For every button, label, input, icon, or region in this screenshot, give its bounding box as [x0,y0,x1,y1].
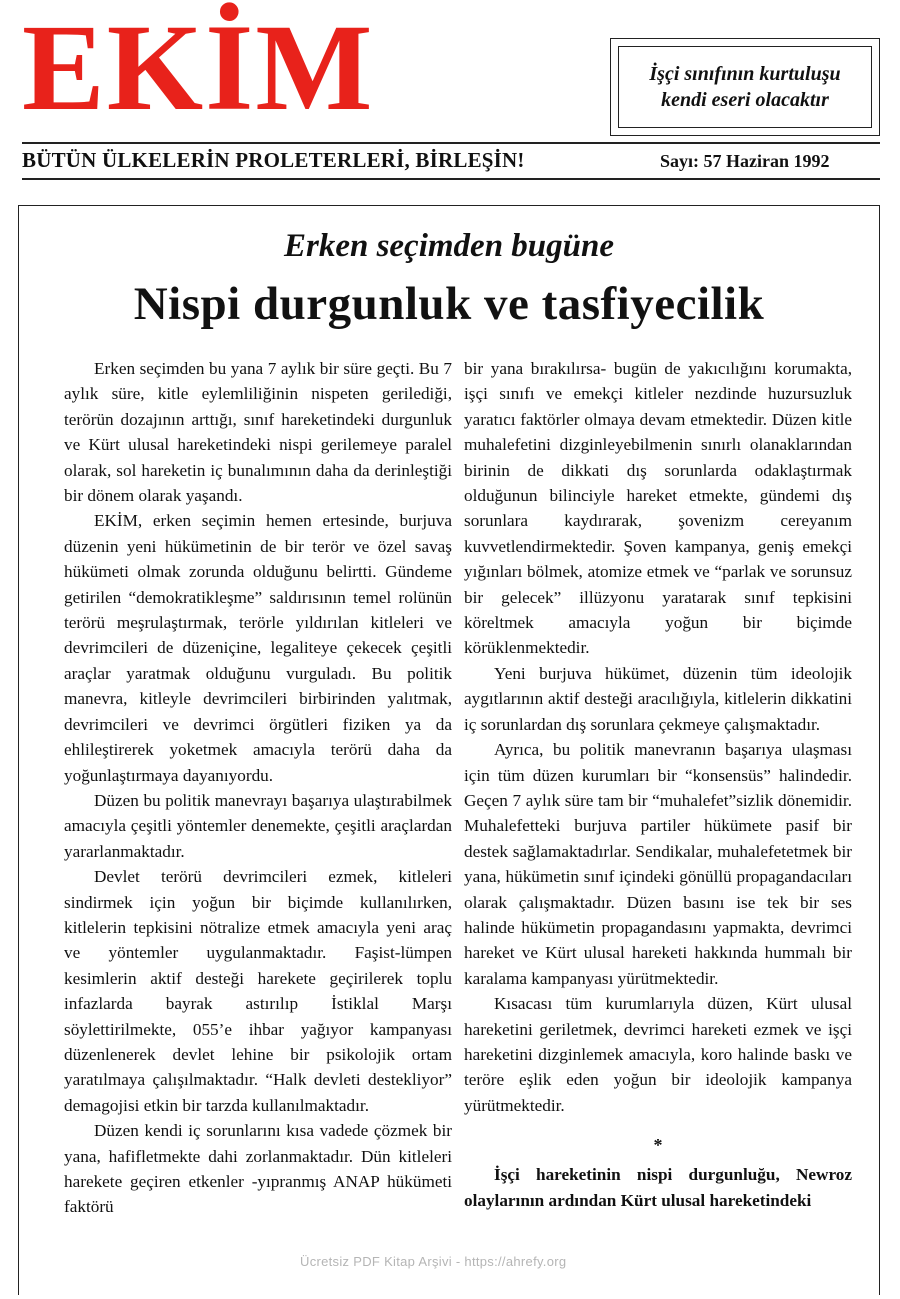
motto-line-2: kendi eseri olacaktır [661,89,829,111]
article-box [18,205,880,1295]
closing-paragraph: İşçi hareketinin nispi durgunluğu, Newroz olaylarının ardından Kürt ulusal hareketindeki [464,1165,852,1210]
column-left [64,356,452,1220]
paragraph: bir yana bırakılırsa- bugün de yakıcılığını korumakta, işçi sınıfı ve emekçi kitleler nezdinde huzursuzluk yaratıcı faktörler olmaya devam etmektedir. Düzen kitle muhalefetini dizginleyebilmenin sınırlı olanaklarından birinin de dikkati dış sorunlarda odaklaştırmak olduğunun bilinciyle hareket etmekte, gündemi dış sorunlara kaydırarak, şovenizm cereyanım kuvvetlendirmektedir. Şoven kampanya, geniş emekçi yığınları bölmek, atomize etmek ve “parlak ve sorunsuz bir gelecek” illüzyonu yaratarak sınıf tepkisini köreltmek amacıyla yoğun bir biçimde körüklenmektedir. [464,359,852,658]
slogan: BÜTÜN ÜLKELERİN PROLETERLERİ, BİRLEŞİN! [22,148,525,172]
column-right [464,356,852,1213]
paragraph: Düzen bu politik manevrayı başarıya ulaştırabilmek amacıyla çeşitli yöntemler denemekte, çeşitli araçlardan yararlanmaktadır. [64,790,452,861]
paragraph: Yeni burjuva hükümet, düzenin tüm ideolojik aygıtlarının aktif desteği aracılığıyla, kitlelerin dikkatini iç sorunlardan dış sorunlara çekmeye çalışmaktadır. [464,663,852,734]
motto-box [610,38,880,136]
masthead-rule-bottom [22,178,880,180]
paragraph: Ayrıca, bu politik manevranın başarıya ulaşması için tüm düzen kurumları bir “konsensüs” halindedir. Geçen 7 aylık süre tam bir “muhalefet”sizlik dönemidir. Muhalefetteki burjuva partiler hükümete pasif bir destek sağlamaktadırlar. Sendikalar, muhalefetetmek bir yana, hükümetin sınıf içindeki gönüllü propagandacıları olarak çalışmaktadır. Düzen basını ise tek bir ses halinde hükümetin propagandasını yapmakta, devrimci hareket ve Kürt ulusal hareketi hakkında hummalı bir karalama kampanyası yürütmektedir. [464,740,852,988]
issue-info: Sayı: 57 Haziran 1992 [660,151,830,171]
masthead [0,0,900,200]
article-headline: Nispi durgunluk ve tasfiyecilik [133,278,765,330]
masthead-rule-top [22,142,880,144]
watermark: Ücretsiz PDF Kitap Arşivi - https://ahrefy.org [300,1254,567,1269]
motto-inner [618,46,872,128]
paragraph: Kısacası tüm kurumlarıyla düzen, Kürt ulusal hareketini geriletmek, devrimci hareketi ezmek ve işçi hareketini dizginlemek amacıyla, koro halinde baskı ve teröre eşlik eden yoğun bir ideolojik kampanya yürütmektedir. [464,994,852,1115]
paragraph: Erken seçimden bu yana 7 aylık bir süre geçti. Bu 7 aylık süre, kitle eylemliliğinin nispeten gerilediği, terörün dozajının arttığı, sınıf hareketindeki durgunluk ve Kürt ulusal hareketindeki nispi gerilemeye paralel olarak, sol hareketin iç bunalımının daha da derinleştiği bir dönem olarak yaşandı. [64,359,452,506]
motto-line-1: İşçi sınıfının kurtuluşu [649,63,841,85]
paragraph: Düzen kendi iç sorunlarını kısa vadede çözmek bir yana, hafifletmekte dahi zorlanmaktadır. Dün kitleleri harekete geçiren etkenler -yıpranmış ANAP hükümeti faktörü [64,1121,452,1217]
logo: EKİM [22,0,375,136]
paragraph: EKİM, erken seçimin hemen ertesinde, burjuva düzenin yeni hükümetinin de bir terör ve özel savaş hükümeti olmak zorunda olduğunu belirtti. Gündeme getirilen “demokratikleşme” saldırısının temel rolünün terörü meşrulaştırmak, terörle yıldırılan kitleleri ve devrimcileri de düzeniçine, legaliteye çekecek çeşitli araçlar yaratmak olduğunu vurguladı. Bu politik manevra, kitleyle devrimcileri birbirinden yalıtmak, devrimcileri ve devrimci örgütleri fiziken ya da ehlileştirerek yoketmek amacıyla terörü daha da yoğunlaştırmaya dayanıyordu. [64,511,452,785]
section-separator: * [653,1135,663,1156]
paragraph: Devlet terörü devrimcileri ezmek, kitleleri sindirmek için yoğun bir biçimde kullanılırken, kitlelerin tepkisini nötralize etmek amacıyla yeni araç ve yöntemler uygulanmaktadır. Faşist-lümpen kesimlerin aktif desteği harekete geçirilerek toplu infazlarda bayrak astırılıp İstiklal Marşı söylettirilmekte, 055’e ihbar yağıyor kampanyası düzenlenerek devlet lehine bir psikolojik ortam yaratılmaya çalışılmaktadır. “Halk devleti destekliyor” demagojisi etkin bir tarzda kullanılmaktadır. [64,867,452,1115]
article-kicker: Erken seçimden bugüne [283,228,615,264]
